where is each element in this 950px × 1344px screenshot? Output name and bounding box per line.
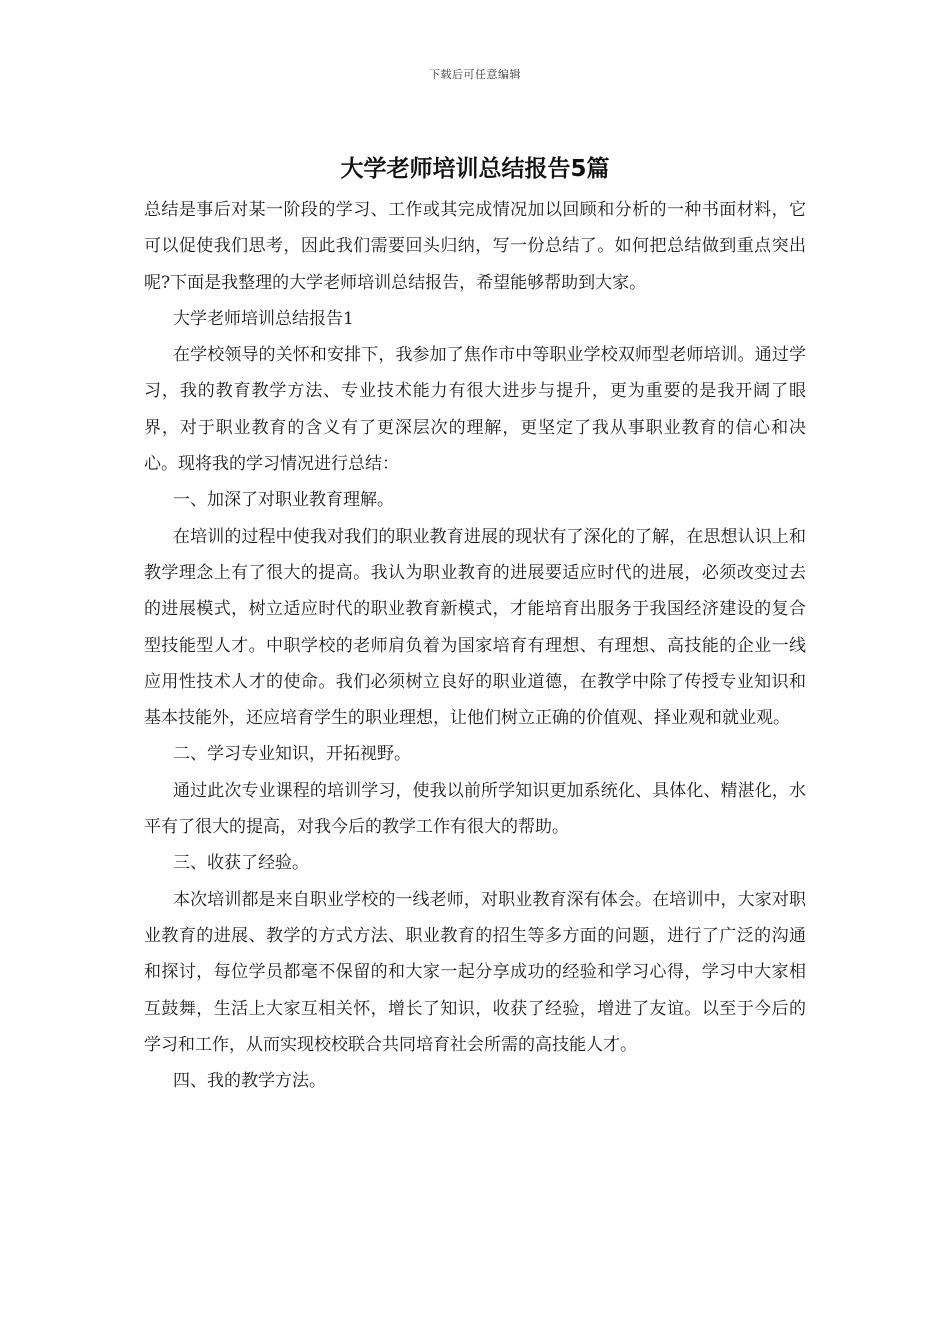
section-heading: 一、加深了对职业教育理解。 xyxy=(173,490,394,511)
report-subtitle: 大学老师培训总结报告1 xyxy=(173,308,354,329)
document-body xyxy=(144,192,806,1099)
section-heading: 三、收获了经验。 xyxy=(173,853,309,874)
body-paragraph: 本次培训都是来自职业学校的一线老师，对职业教育深有体会。在培训中，大家对职业教育的进展、教学的方式方法、职业教育的招生等多方面的问题，进行了广泛的沟通和探讨，每位学员都毫不保留的和大家一起分享成功的经验和学习心得，学习中大家相互鼓舞，生活上大家互相关怀，增长了知识，收获了经验，增进了友谊。以至于今后的学习和工作，从而实现校校联合共同培育社会所需的高技能人才。 xyxy=(144,889,806,1055)
header-note: 下载后可任意编辑 xyxy=(429,68,521,81)
document-title: 大学老师培训总结报告5篇 xyxy=(340,156,610,182)
intro-paragraph: 总结是事后对某一阶段的学习、工作或其完成情况加以回顾和分析的一种书面材料，它可以促使我们思考，因此我们需要回头归纳，写一份总结了。如何把总结做到重点突出呢?下面是我整理的大学老师培训总结报告，希望能够帮助到大家。 xyxy=(144,200,806,293)
body-paragraph: 在培训的过程中使我对我们的职业教育进展的现状有了深化的了解，在思想认识上和教学理念上有了很大的提高。我认为职业教育的进展要适应时代的进展，必须改变过去的进展模式，树立适应时代的职业教育新模式，才能培育出服务于我国经济建设的复合型技能型人才。中职学校的老师肩负着为国家培育有理想、有理想、高技能的企业一线应用性技术人才的使命。我们必须树立良好的职业道德，在教学中除了传授专业知识和基本技能外，还应培育学生的职业理想，让他们树立正确的价值观、择业观和就业观。 xyxy=(144,526,806,729)
section-heading: 四、我的教学方法。 xyxy=(173,1071,326,1092)
body-paragraph: 通过此次专业课程的培训学习，使我以前所学知识更加系统化、具体化、精湛化，水平有了很大的提高，对我今后的教学工作有很大的帮助。 xyxy=(144,780,806,838)
body-paragraph: 在学校领导的关怀和安排下，我参加了焦作市中等职业学校双师型老师培训。通过学习，我的教育教学方法、专业技术能力有很大进步与提升，更为重要的是我开阔了眼界，对于职业教育的含义有了更深层次的理解，更坚定了我从事职业教育的信心和决心。现将我的学习情况进行总结： xyxy=(144,345,806,475)
section-heading: 二、学习专业知识，开拓视野。 xyxy=(173,744,411,765)
